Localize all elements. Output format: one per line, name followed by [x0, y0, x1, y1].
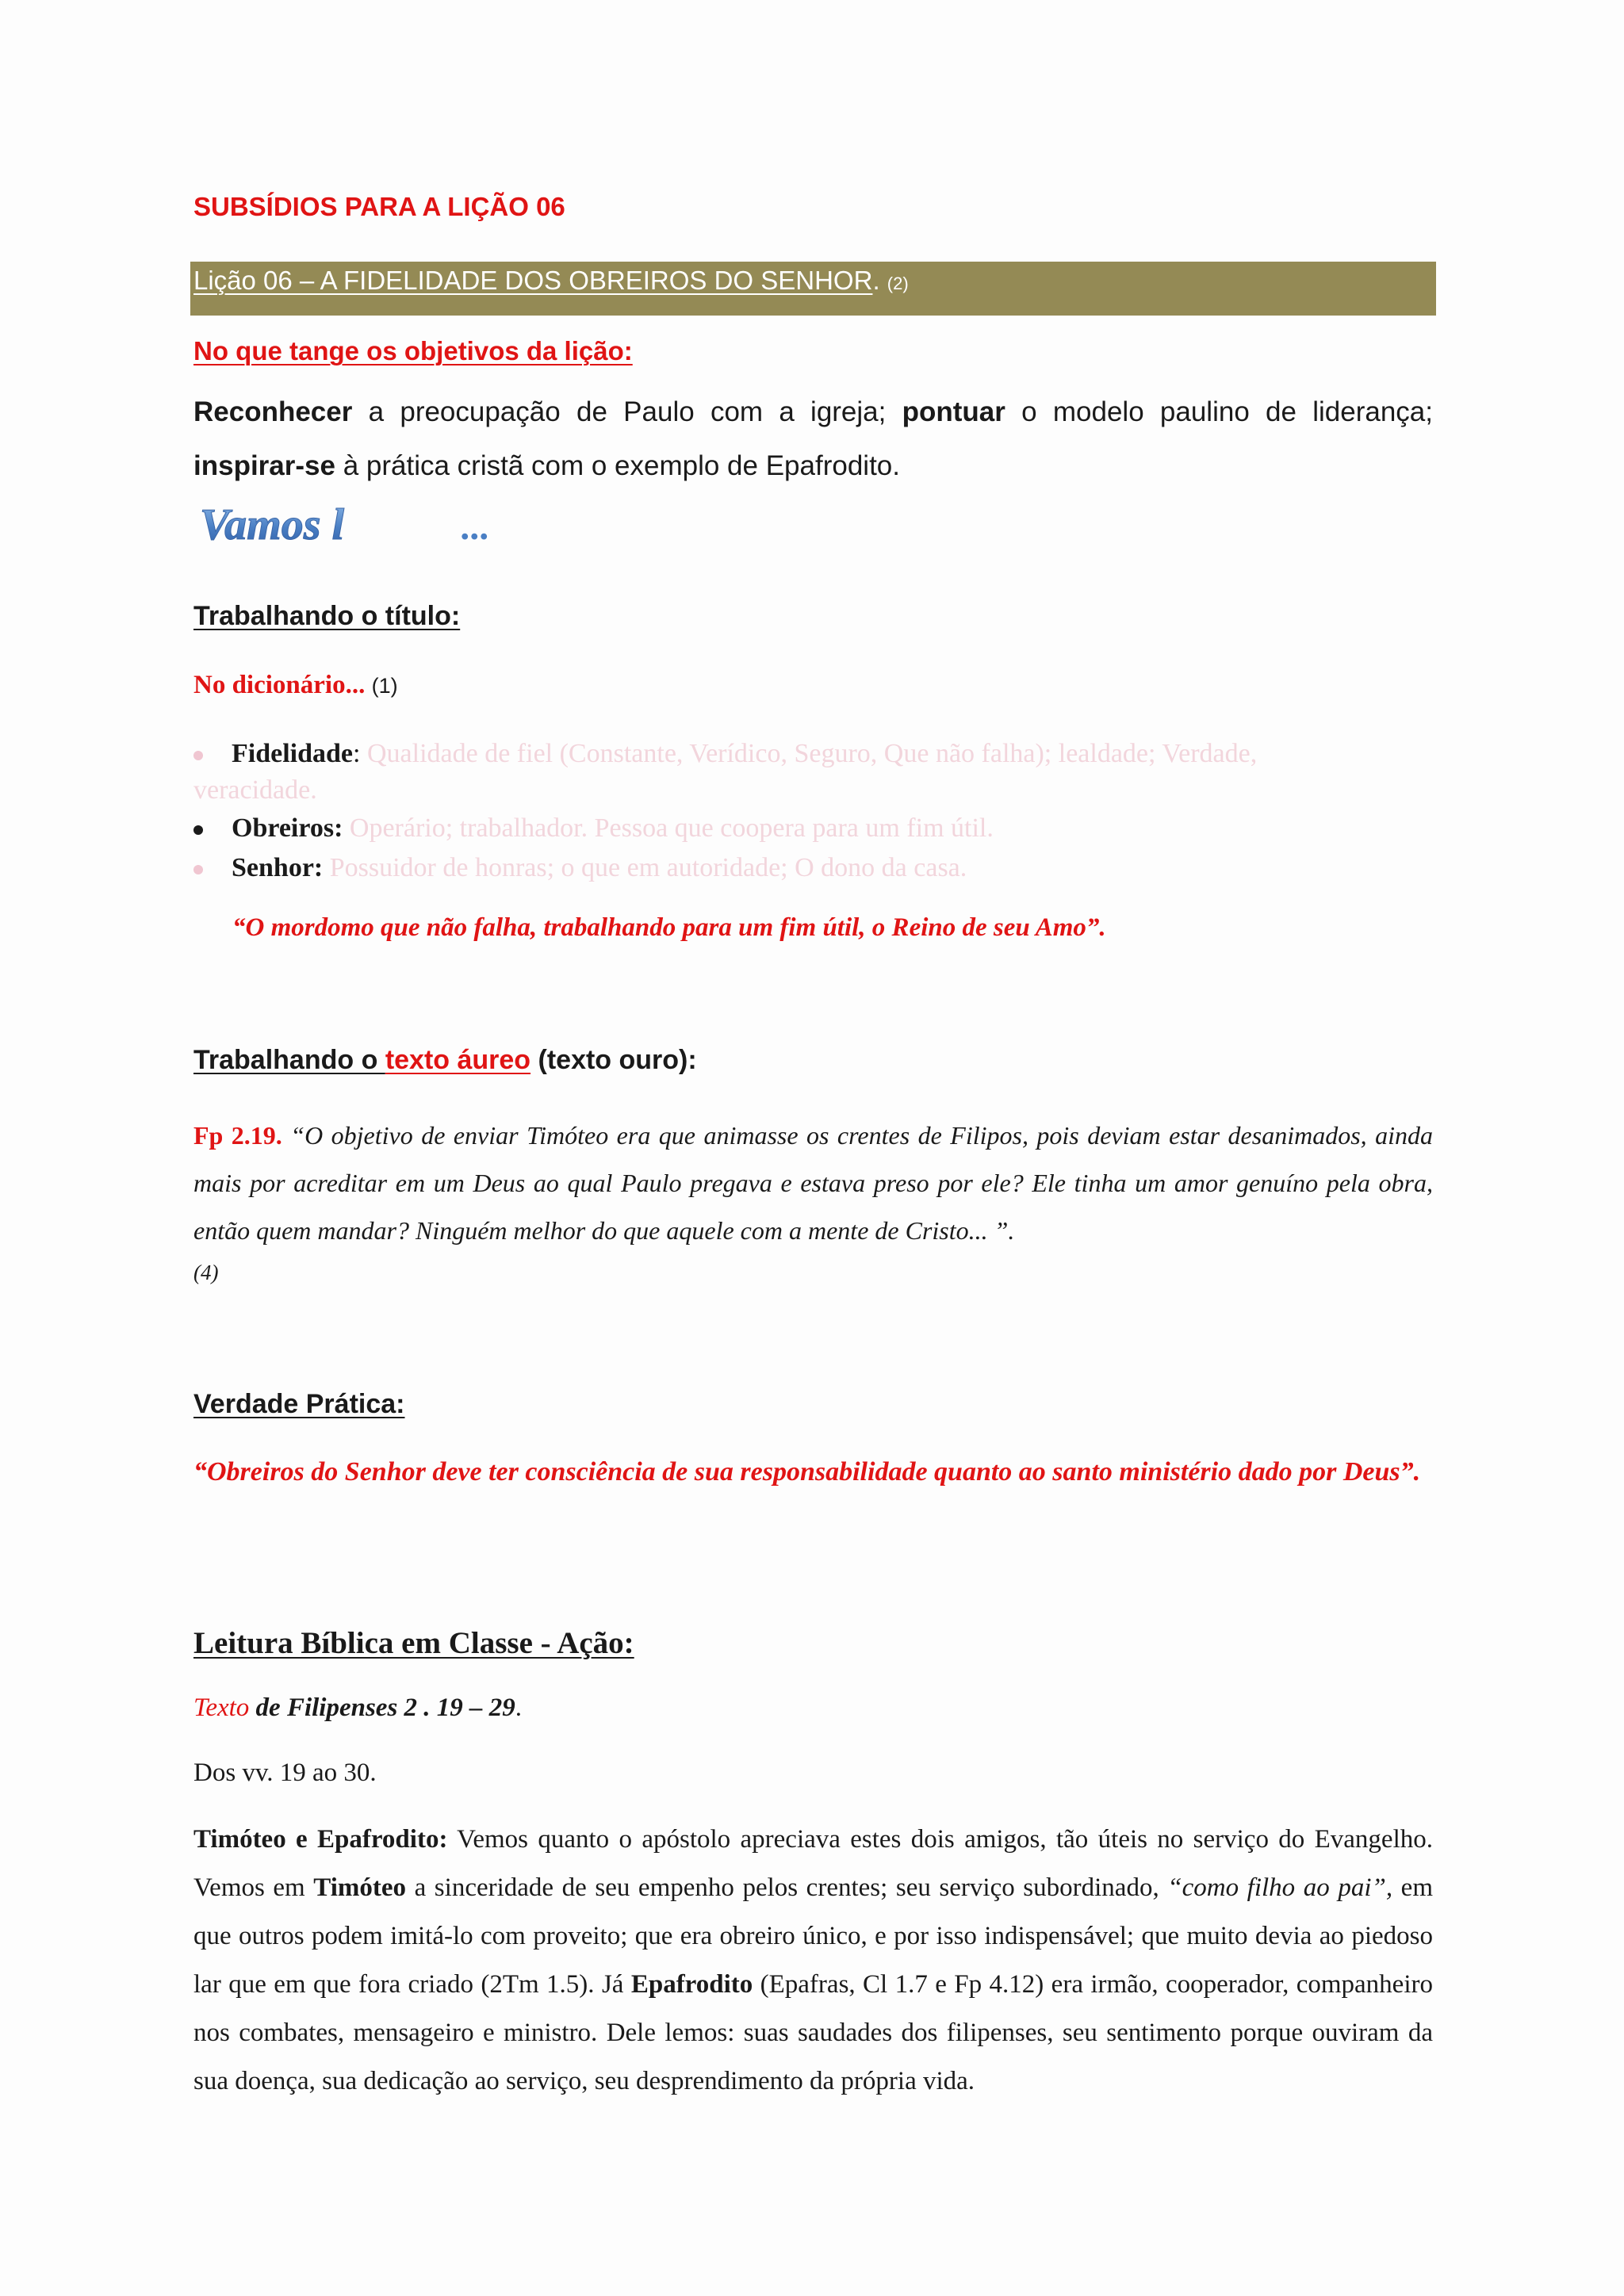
objectives-inspire: inspirar-se	[193, 450, 335, 481]
objectives-part3: à prática cristã com o exemplo de Epafrodito.	[335, 450, 900, 481]
bullet-icon	[193, 865, 203, 874]
reading-text-ref	[193, 1693, 522, 1723]
golden-heading-part2: (texto ouro):	[530, 1045, 697, 1075]
lesson-title-period: .	[872, 266, 880, 295]
commentary-timoteo: Timóteo	[313, 1873, 407, 1902]
golden-heading-highlight: texto áureo	[385, 1045, 531, 1075]
definition-meaning: Possuidor de honras; o que em autoridade; O dono da casa.	[329, 853, 967, 882]
dictionary-label: No dicionário...	[193, 671, 366, 699]
commentary-quote: “como filho ao pai”,	[1167, 1873, 1393, 1902]
commentary-part3: em que outros podem imitá-lo com proveito; que era obreiro único, e por isso indispensável; que muito devia ao piedoso lar que em que fora criado (2Tm 1.5). Já	[193, 1873, 1433, 1999]
bullet-icon	[193, 825, 203, 835]
page-title: SUBSÍDIOS PARA A LIÇÃO 06	[193, 192, 565, 221]
commentary-lead: Timóteo e Epafrodito:	[193, 1825, 448, 1854]
objectives-part1: a preocupação de Paulo com a igreja;	[352, 396, 902, 427]
definition-separator	[343, 813, 350, 843]
definition-meaning: Operário; trabalhador. Pessoa que coopera para um fim útil.	[349, 813, 994, 843]
commentary-part1: Vemos quanto o apóstolo apreciava estes dois amigos, tão úteis no serviço do Evangelho. Vemos em	[193, 1825, 1433, 1902]
golden-heading-part1: Trabalhando o	[193, 1045, 385, 1075]
reading-text-rest: de Filipenses 2 . 19 – 29	[249, 1693, 515, 1722]
commentary-paragraph	[193, 1816, 1433, 2106]
dictionary-ref: (1)	[371, 674, 398, 698]
title-section-heading: Trabalhando o título:	[193, 601, 461, 631]
verses-range: Dos vv. 19 ao 30.	[193, 1758, 377, 1787]
vamos-logo-text: Vamos l	[200, 500, 345, 549]
definition-separator	[323, 853, 330, 882]
definition-item	[193, 736, 1433, 809]
reading-text-period: .	[515, 1693, 523, 1722]
vamos-logo-dots: ...	[462, 506, 490, 548]
golden-text-ref: (4)	[193, 1261, 219, 1284]
practical-truth-text: “Obreiros do Senhor deve ter consciência de sua responsabilidade quanto ao santo ministério dado por Deus”.	[193, 1457, 1421, 1487]
commentary-part4: (Epafras, Cl 1.7 e Fp 4.12) era irmão, cooperador, companheiro nos combates, mensageiro e ministro. Dele lemos: suas saudades dos filipenses, seu sentimento porque ouviram da sua doença, sua dedicação ao serviço, seu desprendimento da própria vida.	[193, 1970, 1433, 2095]
commentary-part2: a sinceridade de seu empenho pelos crentes; seu serviço subordinado,	[406, 1873, 1168, 1902]
objectives-heading: No que tange os objetivos da lição:	[193, 336, 633, 365]
vamos-logo	[200, 492, 533, 563]
definition-meaning-continued: veracidade.	[193, 775, 317, 805]
dictionary-heading	[193, 671, 398, 700]
objectives-paragraph	[193, 385, 1433, 493]
golden-text-paragraph	[193, 1112, 1433, 1254]
objectives-recognize: Reconhecer	[193, 396, 353, 427]
lesson-title	[193, 266, 909, 299]
golden-text-body: “O objetivo de enviar Timóteo era que animasse os crentes de Filipos, pois deviam estar desanimados, ainda mais por acreditar em um Deus ao qual Paulo pregava e estava preso por ele? Ele tinha um amor genuíno pela obra, então quem mandar? Ninguém melhor do que aquele com a mente de Cristo... ”.	[193, 1121, 1434, 1245]
dictionary-quote: “O mordomo que não falha, trabalhando para um fim útil, o Reino de seu Amo”.	[232, 913, 1106, 942]
reading-text-word: Texto	[193, 1693, 250, 1722]
definition-item	[193, 850, 1433, 886]
definition-meaning: Qualidade de fiel (Constante, Verídico, Seguro, Que não falha); lealdade; Verdade,	[366, 739, 1258, 768]
lesson-title-text: Lição 06 – A FIDELIDADE DOS OBREIROS DO SENHOR	[193, 266, 873, 295]
objectives-point: pontuar	[902, 396, 1005, 427]
definition-item	[193, 810, 1433, 847]
golden-text-heading	[193, 1045, 697, 1076]
practical-truth-heading: Verdade Prática:	[193, 1389, 405, 1419]
definition-term: Fidelidade	[232, 739, 354, 768]
reading-heading: Leitura Bíblica em Classe - Ação:	[193, 1626, 634, 1660]
commentary-epafrodito: Epafrodito	[630, 1970, 753, 1999]
definition-term: Senhor:	[232, 853, 324, 882]
objectives-part2: o modelo paulino de liderança;	[1005, 396, 1433, 427]
definition-separator: :	[353, 739, 367, 768]
golden-text-reference: Fp 2.19.	[193, 1121, 282, 1150]
bullet-icon	[193, 751, 203, 760]
lesson-title-ref: (2)	[887, 274, 909, 293]
definition-term: Obreiros:	[232, 813, 343, 843]
